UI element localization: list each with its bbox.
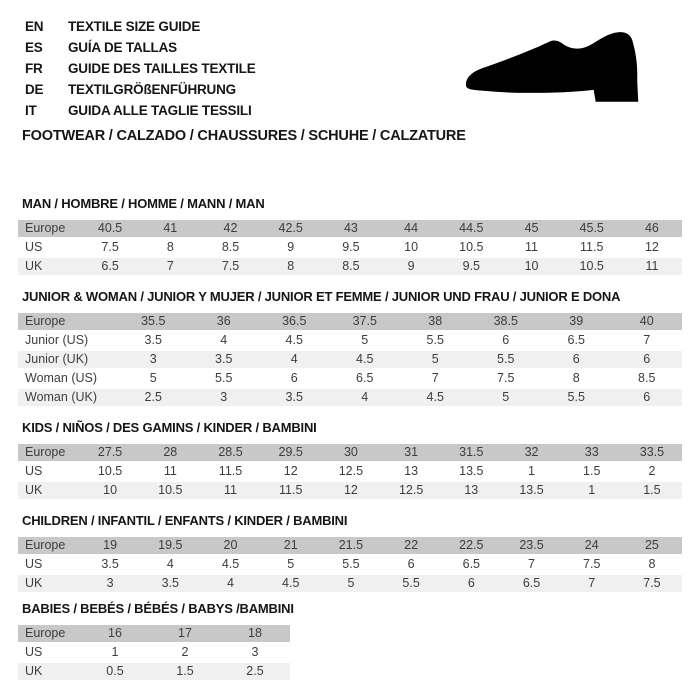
- size-table-section: [18, 601, 682, 680]
- size-value: 32: [524, 445, 539, 459]
- size-value: 12.5: [398, 483, 424, 497]
- size-value: 35.5: [141, 314, 166, 328]
- size-value: 1: [111, 645, 119, 659]
- size-value: 6.5: [522, 576, 541, 590]
- language-code: ES: [25, 40, 43, 55]
- size-value: 8.5: [221, 240, 240, 254]
- size-value: 6: [643, 390, 651, 404]
- shoe-icon: [456, 30, 664, 112]
- language-code: EN: [25, 19, 44, 34]
- size-value: 38: [428, 314, 443, 328]
- size-value: 2.5: [144, 390, 162, 404]
- row-label: UK: [25, 576, 43, 590]
- size-value: 41: [163, 221, 178, 235]
- table-row: [18, 482, 682, 499]
- size-value: 5: [361, 333, 369, 347]
- size-value: 42.5: [278, 221, 303, 235]
- size-value: 22: [404, 538, 419, 552]
- size-value: 2: [181, 645, 189, 659]
- language-code: FR: [25, 61, 43, 76]
- size-value: 5.5: [402, 576, 420, 590]
- table-row: [18, 258, 682, 275]
- guide-title-fr: GUIDE DES TAILLES TEXTILE: [68, 61, 256, 76]
- size-value: 10: [404, 240, 419, 254]
- size-value: 44.5: [459, 221, 484, 235]
- size-value: 10.5: [459, 240, 484, 254]
- section-title: KIDS / NIÑOS / DES GAMINS / KINDER / BAMBINI: [22, 420, 317, 435]
- size-value: 36.5: [282, 314, 307, 328]
- size-value: 4: [220, 333, 228, 347]
- size-value: 4: [290, 352, 298, 366]
- row-label: Europe: [25, 538, 66, 552]
- size-value: 17: [178, 626, 192, 640]
- guide-title-es: GUÍA DE TALLAS: [68, 40, 177, 55]
- size-value: 5: [287, 557, 295, 571]
- size-value: 12.5: [338, 464, 364, 478]
- row-label: Europe: [25, 314, 66, 328]
- size-value: 7.5: [643, 576, 661, 590]
- size-value: 12: [343, 483, 358, 497]
- size-value: 6.5: [101, 259, 119, 273]
- size-value: 4.5: [426, 390, 444, 404]
- size-value: 6.5: [462, 557, 481, 571]
- size-value: 11: [645, 259, 659, 273]
- size-value: 5.5: [426, 333, 444, 347]
- size-value: 1.5: [643, 483, 661, 497]
- size-value: 1: [528, 464, 535, 478]
- size-value: 28.5: [218, 445, 243, 459]
- size-value: 4.5: [285, 333, 303, 347]
- size-value: 9: [287, 240, 295, 254]
- size-value: 6: [407, 557, 415, 571]
- size-value: 3.5: [285, 390, 303, 404]
- row-label: US: [25, 645, 43, 659]
- language-code: IT: [25, 103, 37, 118]
- size-value: 11: [224, 483, 237, 497]
- table-row: [18, 370, 682, 387]
- size-table: [18, 625, 290, 680]
- size-value: 4: [361, 390, 369, 404]
- size-value: 39: [569, 314, 584, 328]
- size-value: 21: [283, 538, 298, 552]
- size-value: 7.5: [221, 259, 240, 273]
- table-row: [18, 575, 682, 592]
- table-row: [18, 351, 682, 368]
- size-value: 8: [572, 371, 580, 385]
- size-table: [18, 313, 682, 406]
- size-value: 45.5: [579, 221, 604, 235]
- size-value: 7: [588, 576, 596, 590]
- size-value: 3: [106, 576, 114, 590]
- size-value: 2: [648, 464, 656, 478]
- size-value: 7.5: [497, 371, 515, 385]
- size-value: 31.5: [459, 445, 484, 459]
- size-value: 9.5: [462, 259, 481, 273]
- size-value: 4.5: [356, 352, 374, 366]
- size-table: [18, 220, 682, 275]
- size-value: 18: [248, 626, 262, 640]
- size-value: 4: [166, 557, 174, 571]
- size-value: 5.5: [215, 371, 233, 385]
- size-value: 42: [223, 221, 238, 235]
- size-value: 4.5: [221, 557, 240, 571]
- size-table: [18, 444, 682, 499]
- size-value: 11: [525, 240, 539, 254]
- table-row: [18, 313, 682, 330]
- size-value: 30: [343, 445, 358, 459]
- size-value: 3: [149, 352, 157, 366]
- size-value: 46: [644, 221, 659, 235]
- guide-title-it: GUIDA ALLE TAGLIE TESSILI: [68, 103, 252, 118]
- size-value: 7.5: [583, 557, 601, 571]
- size-value: 8: [166, 240, 174, 254]
- size-value: 1: [588, 483, 596, 497]
- size-value: 8.5: [638, 371, 656, 385]
- size-value: 3: [251, 645, 259, 659]
- size-value: 6.5: [356, 371, 374, 385]
- size-value: 22.5: [459, 538, 484, 552]
- size-table-section: [18, 420, 682, 499]
- size-value: 2.5: [246, 664, 264, 678]
- size-value: 6: [467, 576, 475, 590]
- size-value: 6: [290, 371, 298, 385]
- size-value: 7.5: [101, 240, 119, 254]
- size-value: 24: [584, 538, 599, 552]
- size-value: 19: [103, 538, 118, 552]
- size-tables: [18, 196, 682, 680]
- size-value: 6: [643, 352, 651, 366]
- table-row: [18, 389, 682, 406]
- size-value: 11.5: [279, 483, 303, 497]
- size-value: 6.5: [567, 333, 585, 347]
- section-title: MAN / HOMBRE / HOMME / MANN / MAN: [22, 196, 265, 211]
- size-value: 44: [404, 221, 419, 235]
- size-value: 36: [216, 314, 231, 328]
- size-value: 9.5: [342, 240, 360, 254]
- row-label: UK: [25, 259, 43, 273]
- section-title: CHILDREN / INFANTIL / ENFANTS / KINDER / BAMBINI: [22, 513, 348, 528]
- table-row: [18, 537, 682, 554]
- size-value: 5: [149, 371, 157, 385]
- size-value: 25: [644, 538, 659, 552]
- size-value: 45: [524, 221, 539, 235]
- size-value: 3: [220, 390, 228, 404]
- size-value: 5: [431, 352, 439, 366]
- table-row: [18, 239, 682, 256]
- size-value: 12: [283, 464, 298, 478]
- size-value: 20: [223, 538, 238, 552]
- size-value: 11: [163, 464, 177, 478]
- size-value: 0.5: [106, 664, 124, 678]
- size-value: 8: [648, 557, 656, 571]
- size-value: 10.5: [579, 259, 604, 273]
- size-value: 8: [287, 259, 295, 273]
- table-row: [18, 663, 290, 680]
- section-title: BABIES / BEBÉS / BÉBÉS / BABYS /BAMBINI: [22, 601, 294, 616]
- row-label: UK: [25, 664, 43, 678]
- size-value: 3.5: [101, 557, 119, 571]
- size-value: 7: [643, 333, 651, 347]
- size-value: 8.5: [342, 259, 360, 273]
- size-value: 6: [502, 333, 510, 347]
- row-label: Europe: [25, 626, 66, 640]
- row-label: US: [25, 557, 43, 571]
- size-value: 38.5: [493, 314, 518, 328]
- size-value: 6: [572, 352, 580, 366]
- size-value: 5.5: [342, 557, 360, 571]
- size-value: 33: [584, 445, 599, 459]
- size-value: 31: [404, 445, 419, 459]
- size-value: 33.5: [639, 445, 665, 459]
- size-value: 7: [431, 371, 439, 385]
- row-label: US: [25, 240, 43, 254]
- size-value: 5.5: [497, 352, 515, 366]
- size-value: 10: [524, 259, 539, 273]
- size-value: 1.5: [583, 464, 601, 478]
- size-value: 9: [407, 259, 415, 273]
- size-value: 21.5: [338, 538, 364, 552]
- row-label: Junior (UK): [25, 352, 89, 366]
- size-value: 3.5: [144, 333, 162, 347]
- size-value: 13: [404, 464, 419, 478]
- table-row: [18, 332, 682, 349]
- row-label: Junior (US): [25, 333, 89, 347]
- table-row: [18, 220, 682, 237]
- table-row: [18, 444, 682, 461]
- size-value: 4.5: [282, 576, 300, 590]
- size-table-section: [18, 289, 682, 406]
- size-value: 27.5: [97, 445, 123, 459]
- size-value: 1.5: [176, 664, 194, 678]
- size-value: 19.5: [158, 538, 183, 552]
- guide-title-de: TEXTILGRÖßENFÜHRUNG: [68, 82, 236, 97]
- table-row: [18, 556, 682, 573]
- category-heading: FOOTWEAR / CALZADO / CHAUSSURES / SCHUHE / CALZATURE: [22, 128, 466, 144]
- size-value: 3.5: [161, 576, 179, 590]
- size-value: 10: [103, 483, 118, 497]
- size-value: 16: [108, 626, 122, 640]
- size-value: 13.5: [459, 464, 484, 478]
- size-value: 29.5: [278, 445, 303, 459]
- row-label: UK: [25, 483, 43, 497]
- size-value: 3.5: [215, 352, 233, 366]
- table-row: [18, 625, 290, 642]
- row-label: Europe: [25, 221, 66, 235]
- size-value: 43: [343, 221, 358, 235]
- size-value: 11.5: [218, 464, 243, 478]
- row-label: Europe: [25, 445, 66, 459]
- size-value: 7: [166, 259, 174, 273]
- language-code: DE: [25, 82, 44, 97]
- size-table-section: [18, 196, 682, 275]
- size-value: 7: [528, 557, 535, 571]
- size-value: 40: [639, 314, 654, 328]
- guide-title-en: TEXTILE SIZE GUIDE: [68, 19, 201, 34]
- size-value: 37.5: [352, 314, 377, 328]
- row-label: Woman (US): [25, 371, 98, 385]
- size-value: 10.5: [97, 464, 123, 478]
- table-row: [18, 644, 290, 661]
- size-value: 5.5: [567, 390, 585, 404]
- size-value: 12: [644, 240, 659, 254]
- size-value: 4: [227, 576, 234, 590]
- row-label: US: [25, 464, 43, 478]
- size-value: 5: [347, 576, 355, 590]
- size-table-section: [18, 513, 682, 592]
- size-value: 13.5: [519, 483, 544, 497]
- size-value: 11.5: [580, 240, 604, 254]
- size-table: [18, 537, 682, 592]
- size-value: 40.5: [97, 221, 123, 235]
- size-value: 5: [502, 390, 510, 404]
- section-title: JUNIOR & WOMAN / JUNIOR Y MUJER / JUNIOR ET FEMME / JUNIOR UND FRAU / JUNIOR E DONA: [22, 289, 621, 304]
- row-label: Woman (UK): [25, 390, 98, 404]
- size-value: 23.5: [519, 538, 544, 552]
- size-value: 10.5: [158, 483, 183, 497]
- size-value: 13: [464, 483, 479, 497]
- size-value: 28: [163, 445, 178, 459]
- table-row: [18, 463, 682, 480]
